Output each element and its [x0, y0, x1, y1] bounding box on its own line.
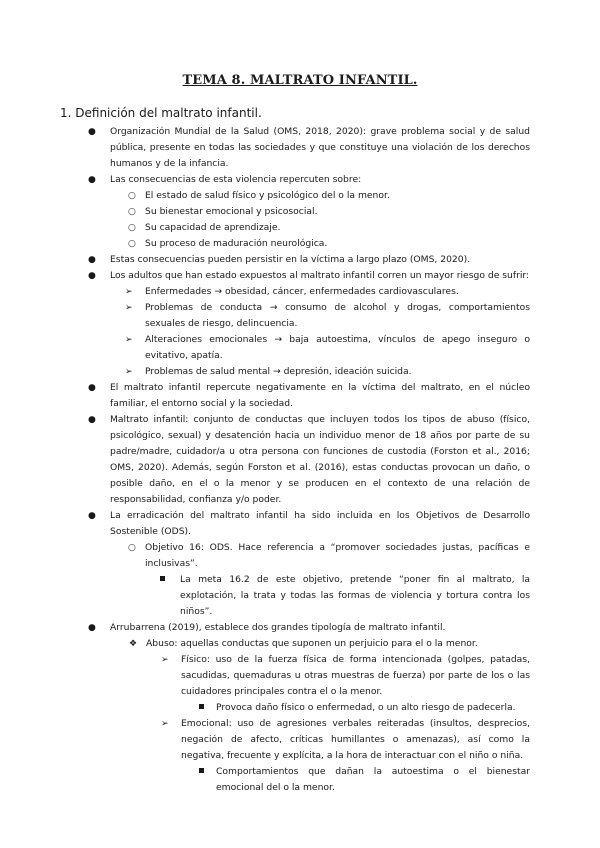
- list-item: ● Estas consecuencias pueden persistir en la víctima a largo plazo (OMS, 2020).: [110, 252, 530, 268]
- arrow-bullet-icon: ➢: [125, 287, 133, 297]
- list-item: ➢ Físico: uso de la fuerza física de forma intencionada (golpes, patadas, sacudidas, quemaduras u otras muestras de fuerza) por parte de los o las cuidadores principales contra el o la menor.: [161, 654, 530, 697]
- list-item: ○ Su capacidad de aprendizaje.: [145, 220, 530, 236]
- list-item: ○ Objetivo 16: ODS. Hace referencia a “promover sociedades justas, pacíficas e inclusivas”.: [128, 542, 530, 569]
- square-bullet-icon: [160, 572, 165, 588]
- list-item: ● Maltrato infantil: conjunto de conductas que incluyen todos los tipos de abuso (físico, psicológico, sexual) y desatención hacia un individuo menor de 18 años por parte de su padre/madre, cuidador/a u otra persona con funciones de custodia (Forston et al., 2016; OMS, 2020). Además, según Forston et al. (2016), estas conductas provocan un daño, o posible daño, en el o la menor y se producen en el contexto de una relación de responsabilidad, confianza y/o poder.: [88, 414, 530, 505]
- section-heading: 1. Definición del maltrato infantil.: [60, 106, 262, 120]
- filled-bullet-icon: ●: [88, 623, 96, 633]
- hollow-bullet-icon: ○: [128, 223, 136, 233]
- list-item: La meta 16.2 de este objetivo, pretende “poner fin al maltrato, la explotación, la trata y todas las formas de violencia y tortura contra los niños”.: [180, 572, 530, 620]
- list-item: ● Organización Mundial de la Salud (OMS, 2018, 2020): grave problema social y de salud pública, presente en todas las sociedades y que constituye una violación de los derechos humanos y de la infancia.: [88, 126, 530, 169]
- list-item: ● El maltrato infantil repercute negativamente en la víctima del maltrato, en el núcleo familiar, el entorno social y la sociedad.: [88, 382, 530, 409]
- filled-bullet-icon: ●: [88, 511, 96, 521]
- list-item: Comportamientos que dañan la autoestima o el bienestar emocional del o la menor.: [216, 764, 530, 796]
- list-item: ➢ Emocional: uso de agresiones verbales reiteradas (insultos, desprecios, negación de afecto, críticas humillantes o amenazas), así como la negativa, frecuente y explícita, a la hora de interactuar con el niño o niña.: [161, 718, 530, 761]
- hollow-bullet-icon: ○: [128, 543, 136, 553]
- list-item: ❖ Abuso: aquellas conductas que suponen un perjuicio para el o la menor.: [146, 636, 530, 652]
- filled-bullet-icon: ●: [88, 415, 96, 425]
- list-item: ➢ Problemas de conducta → consumo de alcohol y drogas, comportamientos sexuales de riesgo, delincuencia.: [125, 302, 530, 329]
- list-item: ➢ Alteraciones emocionales → baja autoestima, vínculos de apego inseguro o evitativo, apatía.: [125, 334, 530, 361]
- filled-bullet-icon: ●: [88, 255, 96, 265]
- document-title: TEMA 8. MALTRATO INFANTIL.: [182, 73, 418, 88]
- list-item: ● Las consecuencias de esta violencia repercuten sobre:: [110, 172, 530, 188]
- arrow-bullet-icon: ➢: [125, 303, 133, 313]
- square-bullet-icon: [199, 700, 204, 716]
- hollow-bullet-icon: ○: [128, 207, 136, 217]
- list-item: ● La erradicación del maltrato infantil ha sido incluida en los Objetivos de Desarrollo Sostenible (ODS).: [88, 510, 530, 537]
- filled-bullet-icon: ●: [88, 383, 96, 393]
- list-item: ● Los adultos que han estado expuestos al maltrato infantil corren un mayor riesgo de sufrir:: [110, 268, 530, 284]
- list-item: ○ Su bienestar emocional y psicosocial.: [145, 204, 530, 220]
- arrow-bullet-icon: ➢: [125, 367, 133, 377]
- list-item: ➢ Problemas de salud mental → depresión, ideación suicida.: [145, 364, 530, 380]
- arrow-bullet-icon: ➢: [125, 335, 133, 345]
- list-item: ● Arrubarrena (2019), establece dos grandes tipología de maltrato infantil.: [110, 620, 530, 636]
- list-item: ○ El estado de salud físico y psicológico del o la menor.: [145, 188, 530, 204]
- arrow-bullet-icon: ➢: [161, 719, 169, 729]
- filled-bullet-icon: ●: [88, 127, 96, 137]
- hollow-bullet-icon: ○: [128, 191, 136, 201]
- hollow-bullet-icon: ○: [128, 239, 136, 249]
- filled-bullet-icon: ●: [88, 271, 96, 281]
- filled-bullet-icon: ●: [88, 175, 96, 185]
- arrow-bullet-icon: ➢: [161, 655, 169, 665]
- list-item: ○ Su proceso de maduración neurológica.: [145, 236, 530, 252]
- diamond-bullet-icon: ❖: [129, 639, 138, 649]
- list-item: ➢ Enfermedades → obesidad, cáncer, enfermedades cardiovasculares.: [145, 284, 530, 300]
- list-item: Provoca daño físico o enfermedad, o un alto riesgo de padecerla.: [216, 700, 530, 716]
- square-bullet-icon: [199, 764, 204, 780]
